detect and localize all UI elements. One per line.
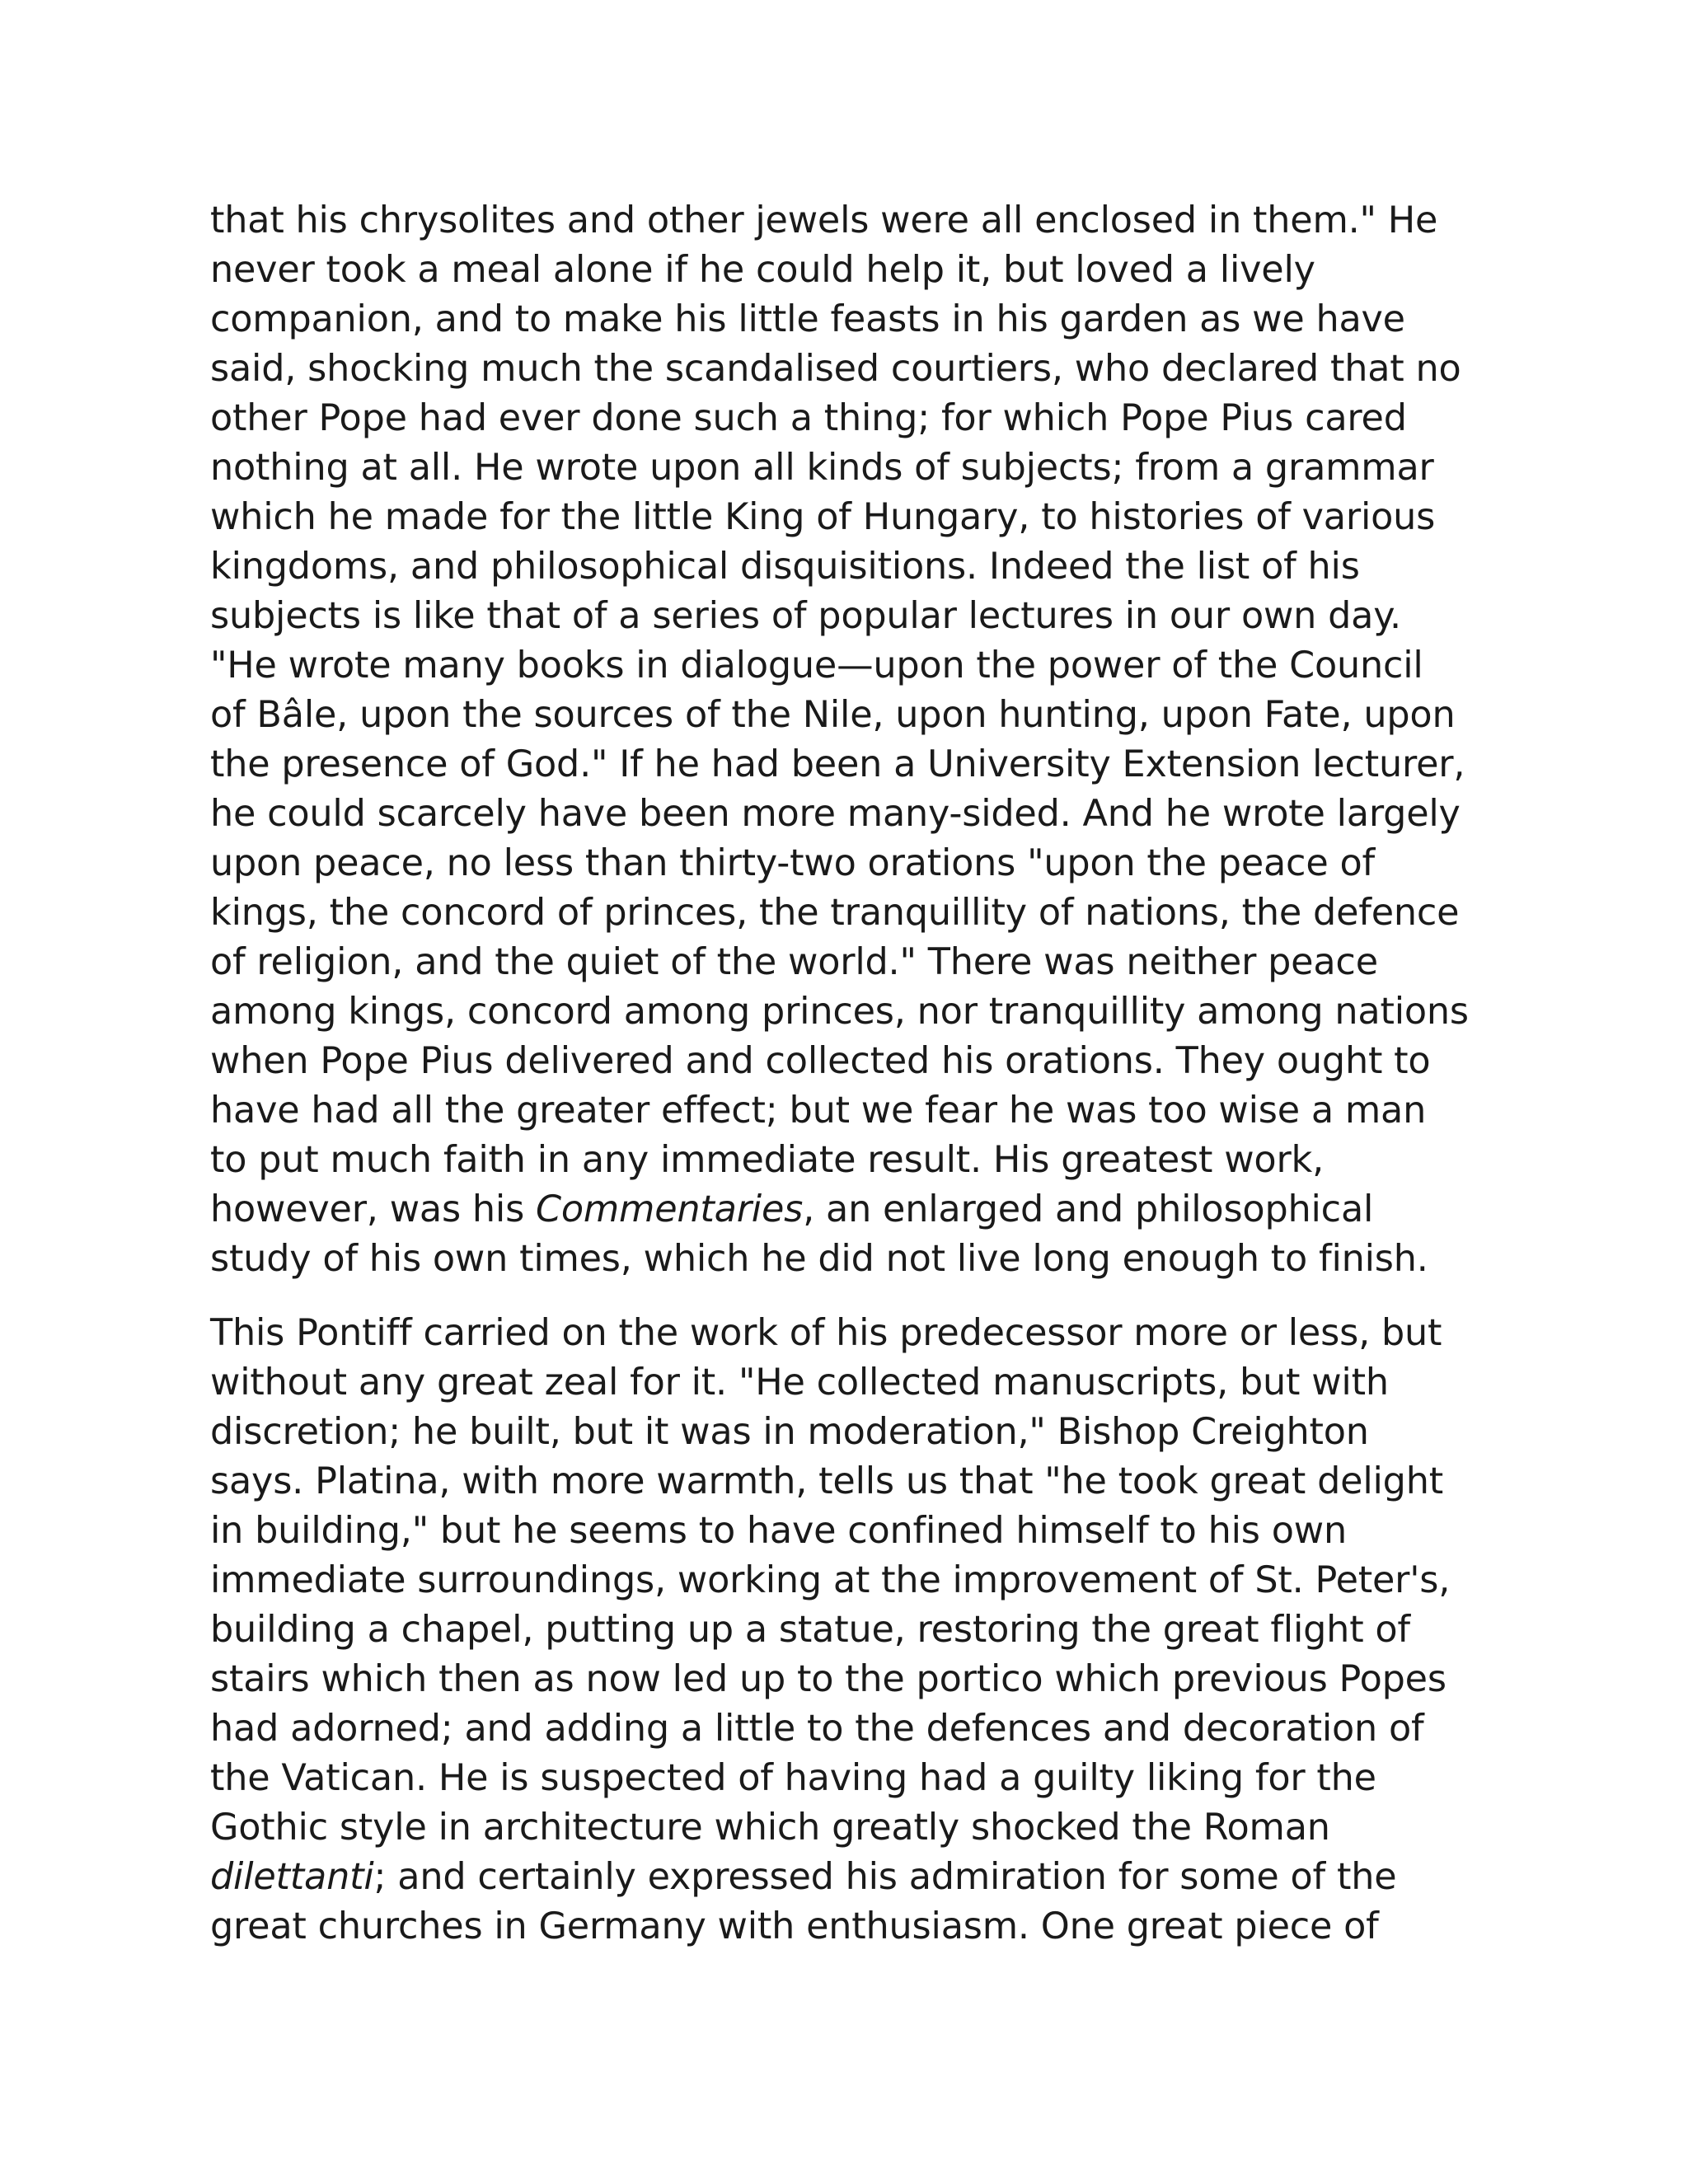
text-line — [210, 443, 1496, 493]
text-segment: stairs which then as now led up to the portico which previous Popes — [210, 1658, 1447, 1700]
text-line — [210, 1704, 1496, 1754]
text-line — [210, 295, 1496, 344]
text-segment: companion, and to make his little feasts in his garden as we have — [210, 298, 1405, 340]
text-line — [210, 592, 1496, 641]
text-segment: never took a meal alone if he could help it, but loved a lively — [210, 249, 1315, 291]
text-line — [210, 1408, 1496, 1457]
text-line — [210, 246, 1496, 295]
text-segment: however, was his — [210, 1188, 536, 1230]
text-line — [210, 1902, 1496, 1952]
text-line — [210, 641, 1496, 691]
text-segment: says. Platina, with more warmth, tells us that "he took great delight — [210, 1460, 1443, 1502]
italic-text: Commentaries — [536, 1188, 804, 1230]
text-segment: other Pope had ever done such a thing; for which Pope Pius cared — [210, 397, 1407, 439]
text-segment: which he made for the little King of Hungary, to histories of various — [210, 496, 1436, 538]
text-line — [210, 493, 1496, 542]
text-line — [210, 1556, 1496, 1605]
text-line — [210, 1086, 1496, 1136]
text-segment: he could scarcely have been more many-sided. And he wrote largely — [210, 793, 1461, 835]
text-line — [210, 1037, 1496, 1086]
text-segment: among kings, concord among princes, nor tranquillity among nations — [210, 991, 1469, 1033]
text-line — [210, 740, 1496, 790]
text-segment: in building," but he seems to have confined himself to his own — [210, 1510, 1347, 1552]
text-line — [210, 1457, 1496, 1507]
text-segment: subjects is like that of a series of popular lectures in our own day. — [210, 595, 1401, 637]
text-line — [210, 987, 1496, 1037]
text-segment: had adorned; and adding a little to the defences and decoration of — [210, 1708, 1424, 1750]
text-segment: when Pope Pius delivered and collected his orations. They ought to — [210, 1040, 1431, 1082]
text-line — [210, 196, 1496, 246]
text-line — [210, 1655, 1496, 1704]
page-body — [210, 196, 1496, 1952]
text-line — [210, 1185, 1496, 1235]
text-line — [210, 344, 1496, 394]
text-segment: upon peace, no less than thirty-two orations "upon the peace of — [210, 842, 1375, 884]
text-line — [210, 1136, 1496, 1185]
text-line — [210, 1853, 1496, 1902]
text-segment: ; and certainly expressed his admiration for some of the — [373, 1856, 1397, 1898]
text-line — [210, 1507, 1496, 1556]
text-line — [210, 691, 1496, 740]
text-segment: the presence of God." If he had been a University Extension lecturer, — [210, 743, 1465, 785]
text-segment: of religion, and the quiet of the world." There was neither peace — [210, 941, 1378, 983]
text-line — [210, 542, 1496, 592]
text-segment: great churches in Germany with enthusiasm. One great piece of — [210, 1905, 1379, 1947]
text-line — [210, 888, 1496, 938]
text-line — [210, 1754, 1496, 1803]
text-segment: discretion; he built, but it was in moderation," Bishop Creighton — [210, 1411, 1369, 1453]
text-segment: immediate surroundings, working at the improvement of St. Peter's, — [210, 1559, 1451, 1601]
text-line — [210, 1358, 1496, 1408]
text-segment: the Vatican. He is suspected of having had a guilty liking for the — [210, 1757, 1376, 1799]
text-line — [210, 938, 1496, 987]
italic-text: dilettanti — [210, 1856, 374, 1898]
paragraph — [210, 196, 1496, 1284]
text-segment: nothing at all. He wrote upon all kinds of subjects; from a grammar — [210, 447, 1434, 489]
text-segment: kingdoms, and philosophical disquisitions. Indeed the list of his — [210, 546, 1360, 588]
text-segment: have had all the greater effect; but we fear he was too wise a man — [210, 1090, 1427, 1132]
paragraph — [210, 1309, 1496, 1952]
text-segment: This Pontiff carried on the work of his predecessor more or less, but — [210, 1312, 1442, 1354]
text-line — [210, 1803, 1496, 1853]
text-line — [210, 790, 1496, 839]
text-segment: study of his own times, which he did not live long enough to finish. — [210, 1238, 1428, 1280]
text-segment: of Bâle, upon the sources of the Nile, upon hunting, upon Fate, upon — [210, 694, 1456, 736]
text-line — [210, 1605, 1496, 1655]
text-segment: kings, the concord of princes, the tranquillity of nations, the defence — [210, 892, 1460, 934]
text-segment: to put much faith in any immediate result. His greatest work, — [210, 1139, 1325, 1181]
text-segment: without any great zeal for it. "He collected manuscripts, but with — [210, 1361, 1389, 1404]
text-line — [210, 839, 1496, 888]
text-segment: , an enlarged and philosophical — [803, 1188, 1374, 1230]
text-line — [210, 1235, 1496, 1284]
text-segment: Gothic style in architecture which greatly shocked the Roman — [210, 1807, 1330, 1849]
text-segment: building a chapel, putting up a statue, restoring the great flight of — [210, 1609, 1410, 1651]
text-segment: "He wrote many books in dialogue—upon the power of the Council — [210, 644, 1423, 687]
text-segment: that his chrysolites and other jewels were all enclosed in them." He — [210, 199, 1438, 241]
text-segment: said, shocking much the scandalised courtiers, who declared that no — [210, 348, 1461, 390]
text-line — [210, 394, 1496, 443]
text-line — [210, 1309, 1496, 1358]
